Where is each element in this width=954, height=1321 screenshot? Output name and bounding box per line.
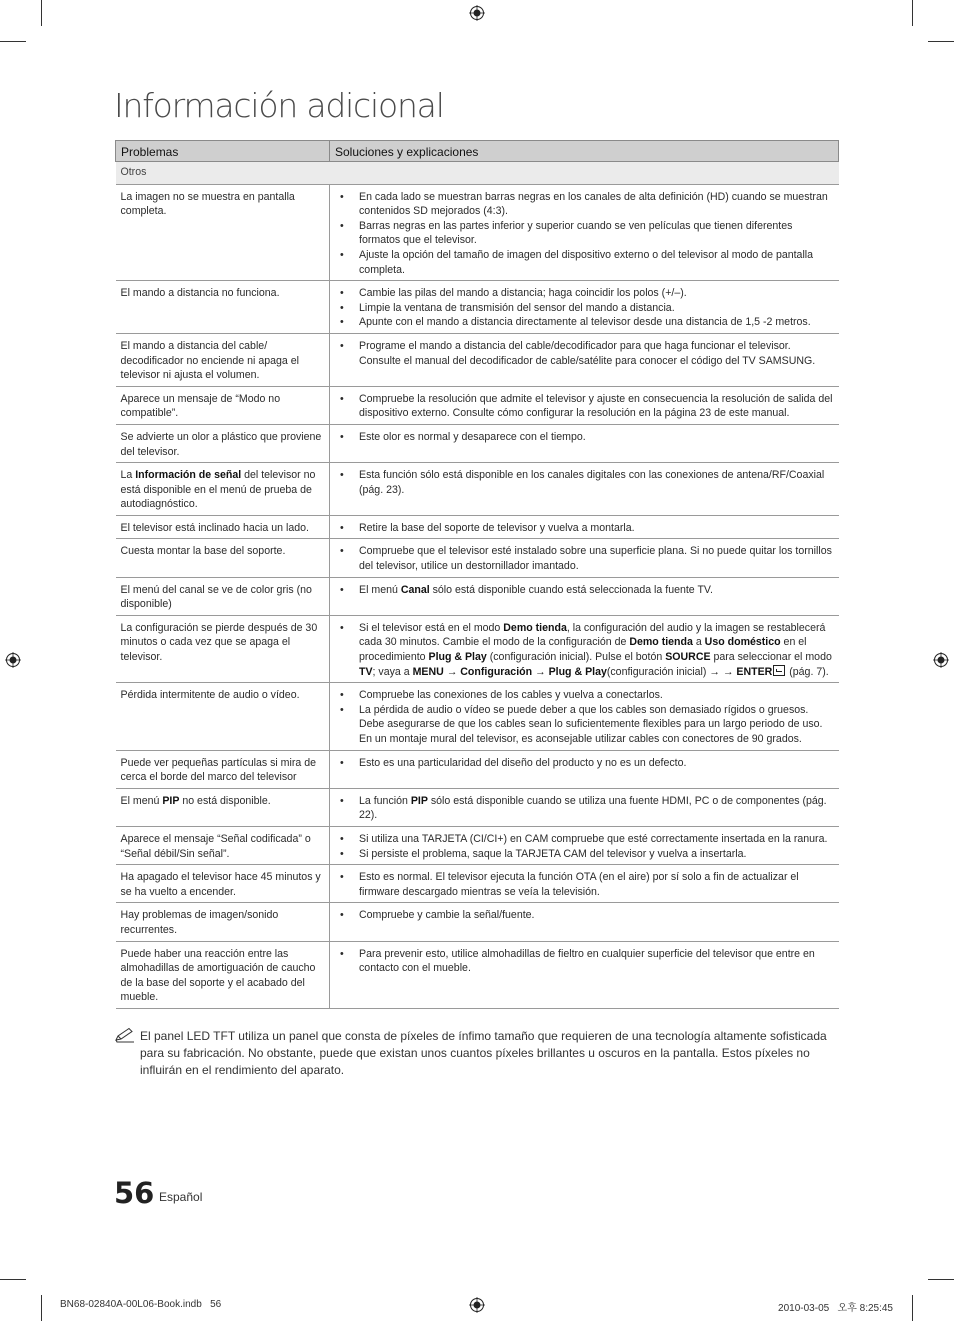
bold-term: Canal xyxy=(400,583,430,596)
solution-list xyxy=(335,190,834,278)
footer-filename: BN68-02840A-00L06-Book.indb 56 xyxy=(60,1299,222,1310)
table-row xyxy=(116,683,839,750)
registration-mark-icon xyxy=(469,5,485,21)
table-row xyxy=(116,615,839,682)
crop-mark xyxy=(41,0,42,26)
problem-cell xyxy=(116,184,330,281)
solution-cell xyxy=(330,750,839,788)
troubleshooting-table xyxy=(115,140,839,1009)
problem-cell xyxy=(116,333,330,386)
solution-cell xyxy=(330,424,839,462)
text-segment: Esta función sólo está disponible en los canales digitales con las conexiones de antena/RF/Coaxial (pág. 23). xyxy=(359,469,825,496)
solution-list xyxy=(335,947,834,976)
solution-list xyxy=(335,908,834,923)
solution-item xyxy=(335,870,834,899)
solution-item xyxy=(335,847,834,862)
text-segment: El televisor está inclinado hacia un lado. xyxy=(120,521,309,534)
text-segment: para seleccionar el modo xyxy=(710,651,832,664)
solution-cell xyxy=(330,386,839,424)
text-segment: → xyxy=(443,665,461,678)
solution-list xyxy=(335,544,834,573)
crop-mark xyxy=(912,1295,913,1321)
solution-list xyxy=(335,688,834,746)
solution-item xyxy=(335,947,834,976)
solution-item xyxy=(335,339,834,368)
category-label: Otros xyxy=(116,162,839,185)
text-segment: Puede haber una reacción entre las almohadillas de amortiguación de caucho de la base del soporte y el acabado del mueble. xyxy=(120,947,316,1004)
category-row xyxy=(116,162,839,185)
table-row xyxy=(116,333,839,386)
note-block xyxy=(115,1028,839,1079)
text-segment: , la configuración del audio y la imagen se restablecerá cada 30 minutos. Cambie el modo de la configuración de xyxy=(359,621,826,649)
table-row xyxy=(116,539,839,577)
page-number: 56 xyxy=(114,1176,155,1210)
bold-term: PIP xyxy=(410,794,428,807)
bold-term: Información de señal xyxy=(135,469,242,482)
solution-list xyxy=(335,339,834,368)
problem-cell xyxy=(116,424,330,462)
problem-cell xyxy=(116,577,330,615)
text-segment: Apunte con el mando a distancia directamente al televisor desde una distancia de 1,5 -2 metros. xyxy=(359,316,811,329)
problem-cell xyxy=(116,683,330,750)
bold-term: SOURCE xyxy=(665,651,711,664)
column-header-problems: Problemas xyxy=(116,141,330,162)
text-segment: Se advierte un olor a plástico que proviene del televisor. xyxy=(120,430,322,458)
table-row xyxy=(116,463,839,516)
bold-term: Configuración xyxy=(460,665,533,678)
solution-cell xyxy=(330,683,839,750)
problem-cell xyxy=(116,515,330,539)
bold-term: Uso doméstico xyxy=(704,636,781,649)
enter-icon xyxy=(773,665,785,676)
solution-cell xyxy=(330,184,839,281)
crop-mark xyxy=(0,41,26,42)
bold-term: Demo tienda xyxy=(629,636,693,649)
solution-item xyxy=(335,703,834,747)
text-segment: En cada lado se muestran barras negras en los canales de alta definición (HD) cuando se muestran contenidos SD mejorados (4:3). xyxy=(359,190,828,218)
problem-cell xyxy=(116,539,330,577)
text-segment: El mando a distancia no funciona. xyxy=(120,287,280,300)
solution-item xyxy=(335,430,834,445)
solution-item xyxy=(335,621,834,679)
text-segment: Aparece el mensaje “Señal codificada” o “Señal débil/Sin señal”. xyxy=(120,832,311,860)
text-segment: La función xyxy=(359,794,411,807)
problem-cell xyxy=(116,865,330,903)
problem-cell xyxy=(116,386,330,424)
solution-list xyxy=(335,870,834,899)
text-segment: Compruebe la resolución que admite el televisor y ajuste en consecuencia la resolución de salida del dispositivo externo. Consulte cómo configurar la resolución en la página 23 de este manual. xyxy=(359,392,833,420)
bold-term: Plug & Play xyxy=(548,665,607,678)
text-segment: (configuración inicial) → → xyxy=(606,665,737,678)
table-row xyxy=(116,826,839,864)
problem-cell xyxy=(116,941,330,1008)
table-row xyxy=(116,184,839,281)
text-segment: Compruebe que el televisor esté instalado sobre una superficie plana. Si no puede quitar los tornillos del televisor, utilice un destornillador imantado. xyxy=(359,545,832,573)
bold-term: Plug & Play xyxy=(428,651,487,664)
solution-item xyxy=(335,583,834,598)
text-segment: Compruebe y cambie la señal/fuente. xyxy=(359,909,535,922)
solution-item xyxy=(335,756,834,771)
solution-cell xyxy=(330,539,839,577)
solution-list xyxy=(335,286,834,330)
text-segment: sólo está disponible cuando se utiliza una fuente HDMI, PC o de componentes (pág. 22). xyxy=(359,794,827,822)
solution-cell xyxy=(330,281,839,334)
text-segment: Si persiste el problema, saque la TARJETA CAM del televisor y vuelva a insertarla. xyxy=(359,847,747,860)
text-segment: Limpie la ventana de transmisión del sensor del mando a distancia. xyxy=(359,301,675,314)
text-segment: (pág. 7). xyxy=(786,665,829,678)
table-row xyxy=(116,386,839,424)
solution-cell xyxy=(330,577,839,615)
solution-list xyxy=(335,430,834,445)
text-segment: La imagen no se muestra en pantalla completa. xyxy=(120,190,295,218)
page-title: Información adicional xyxy=(114,86,444,125)
table-row xyxy=(116,865,839,903)
text-segment: Si el televisor está en el modo xyxy=(359,621,504,634)
text-segment: en el procedimiento xyxy=(359,636,807,664)
problem-cell xyxy=(116,826,330,864)
problem-cell xyxy=(116,281,330,334)
table-row xyxy=(116,941,839,1008)
solution-item xyxy=(335,315,834,330)
solution-cell xyxy=(330,333,839,386)
solution-item xyxy=(335,301,834,316)
column-header-solutions: Soluciones y explicaciones xyxy=(330,141,839,162)
table-row xyxy=(116,281,839,334)
text-segment: Hay problemas de imagen/sonido recurrentes. xyxy=(120,909,279,936)
note-text: El panel LED TFT utiliza un panel que consta de píxeles de ínfimo tamaño que requieren de una tecnología altamente sofisticada para su fabricación. No obstante, puede que existan unos cuantos píxeles brillantes u oscuros en la pantalla. Estos píxeles no influirán en el rendimiento del aparato. xyxy=(140,1029,827,1077)
pencil-note-icon xyxy=(115,1027,135,1043)
solution-cell xyxy=(330,826,839,864)
crop-mark xyxy=(928,41,954,42)
text-segment: El menú xyxy=(359,583,401,596)
solution-item xyxy=(335,794,834,823)
solution-list xyxy=(335,621,834,679)
table-row xyxy=(116,577,839,615)
text-segment: Si utiliza una TARJETA (CI/CI+) en CAM compruebe que esté correctamente insertada en la ranura. xyxy=(359,832,828,845)
table-row xyxy=(116,788,839,826)
text-segment: Ha apagado el televisor hace 45 minutos y se ha vuelto a encender. xyxy=(120,871,321,898)
solution-item xyxy=(335,190,834,219)
solution-list xyxy=(335,468,834,497)
solution-list xyxy=(335,832,834,861)
solution-list xyxy=(335,794,834,823)
text-segment: Esto es normal. El televisor ejecuta la función OTA (en el aire) por sí solo a fin de actualizar el firmware descargado mientras se veía la televisión. xyxy=(359,871,799,898)
crop-mark xyxy=(0,1279,26,1280)
text-segment: La configuración se pierde después de 30 minutos o cada vez que se apaga el televisor. xyxy=(120,621,318,664)
solution-item xyxy=(335,688,834,703)
text-segment: Cambie las pilas del mando a distancia; haga coincidir los polos (+/–). xyxy=(359,287,687,300)
text-segment: Ajuste la opción del tamaño de imagen del dispositivo externo o del televisor al modo de pantalla completa. xyxy=(359,248,814,276)
solution-list xyxy=(335,756,834,771)
text-segment: Para prevenir esto, utilice almohadillas de fieltro en cualquier superficie del televisor que entre en contacto con el mueble. xyxy=(359,947,815,975)
problem-cell xyxy=(116,463,330,516)
text-segment: del televisor no está disponible en el menú de prueba de autodiagnóstico. xyxy=(120,469,316,511)
solution-item xyxy=(335,908,834,923)
solution-cell xyxy=(330,515,839,539)
bold-term: ENTER xyxy=(736,665,773,678)
text-segment: El menú del canal se ve de color gris (no disponible) xyxy=(120,583,312,611)
solution-item xyxy=(335,286,834,301)
text-segment: → xyxy=(532,665,549,678)
text-segment: Cuesta montar la base del soporte. xyxy=(120,545,286,558)
problem-cell xyxy=(116,615,330,682)
crop-mark xyxy=(912,0,913,26)
solution-cell xyxy=(330,615,839,682)
crop-mark xyxy=(41,1295,42,1321)
page-language: Español xyxy=(159,1190,203,1204)
solution-list xyxy=(335,521,834,536)
bold-term: MENU xyxy=(412,665,444,678)
table-row xyxy=(116,424,839,462)
solution-cell xyxy=(330,903,839,941)
registration-mark-icon xyxy=(933,652,949,668)
problem-cell xyxy=(116,903,330,941)
text-segment: no está disponible. xyxy=(179,794,271,807)
problem-cell xyxy=(116,750,330,788)
table-body xyxy=(116,162,839,1009)
text-segment: El mando a distancia del cable/ decodificador no enciende ni apaga el televisor ni ajusta el volumen. xyxy=(120,339,299,382)
solution-item xyxy=(335,248,834,277)
footer-datetime: 2010-03-05 오후 8:25:45 xyxy=(778,1303,893,1314)
solution-item xyxy=(335,219,834,248)
solution-item xyxy=(335,521,834,536)
problem-cell xyxy=(116,788,330,826)
table-row xyxy=(116,515,839,539)
solution-cell xyxy=(330,788,839,826)
text-segment: Esto es una particularidad del diseño del producto y no es un defecto. xyxy=(359,756,687,769)
text-segment: La xyxy=(120,469,136,482)
text-segment: Este olor es normal y desaparece con el tiempo. xyxy=(359,430,586,443)
solution-cell xyxy=(330,463,839,516)
solution-cell xyxy=(330,865,839,903)
crop-mark xyxy=(928,1279,954,1280)
solution-item xyxy=(335,468,834,497)
solution-list xyxy=(335,583,834,598)
text-segment: Puede ver pequeñas partículas si mira de cerca el borde del marco del televisor xyxy=(120,756,317,784)
text-segment: sólo está disponible cuando está seleccionada la fuente TV. xyxy=(429,583,713,596)
registration-mark-icon xyxy=(5,652,21,668)
text-segment: La pérdida de audio o vídeo se puede deber a que los cables son demasiado rígidos o gruesos. Debe asegurarse de que los cables sean lo suficientemente flexibles para un largo periodo de uso. En un montaje mural del televisor, es aconsejable utilizar cables con conectores de 90 grados. xyxy=(359,703,823,745)
table-row xyxy=(116,903,839,941)
text-segment: El menú xyxy=(120,794,163,807)
text-segment: Compruebe las conexiones de los cables y vuelva a conectarlos. xyxy=(359,689,663,702)
text-segment: Pérdida intermitente de audio o vídeo. xyxy=(120,689,300,702)
text-segment: (configuración inicial). Pulse el botón xyxy=(486,651,666,664)
solution-cell xyxy=(330,941,839,1008)
solution-list xyxy=(335,392,834,421)
solution-item xyxy=(335,832,834,847)
solution-item xyxy=(335,392,834,421)
bold-term: Demo tienda xyxy=(503,621,567,634)
table-row xyxy=(116,750,839,788)
registration-mark-icon xyxy=(469,1297,485,1313)
text-segment: ; vaya a xyxy=(372,665,413,678)
text-segment: Barras negras en las partes inferior y superior cuando se ven películas que tienen diferentes formatos que el televisor. xyxy=(359,219,793,247)
text-segment: Retire la base del soporte de televisor y vuelva a montarla. xyxy=(359,521,635,534)
table-header-row xyxy=(116,141,839,162)
solution-item xyxy=(335,544,834,573)
bold-term: PIP xyxy=(162,794,180,807)
text-segment: Programe el mando a distancia del cable/decodificador para que haga funcionar el televisor. Consulte el manual del decodificador de cable/satélite para conocer el código del TV SAMSUNG. xyxy=(359,339,816,367)
bold-term: TV xyxy=(359,665,373,678)
text-segment: Aparece un mensaje de “Modo no compatible”. xyxy=(120,392,281,420)
text-segment: a xyxy=(692,636,705,649)
